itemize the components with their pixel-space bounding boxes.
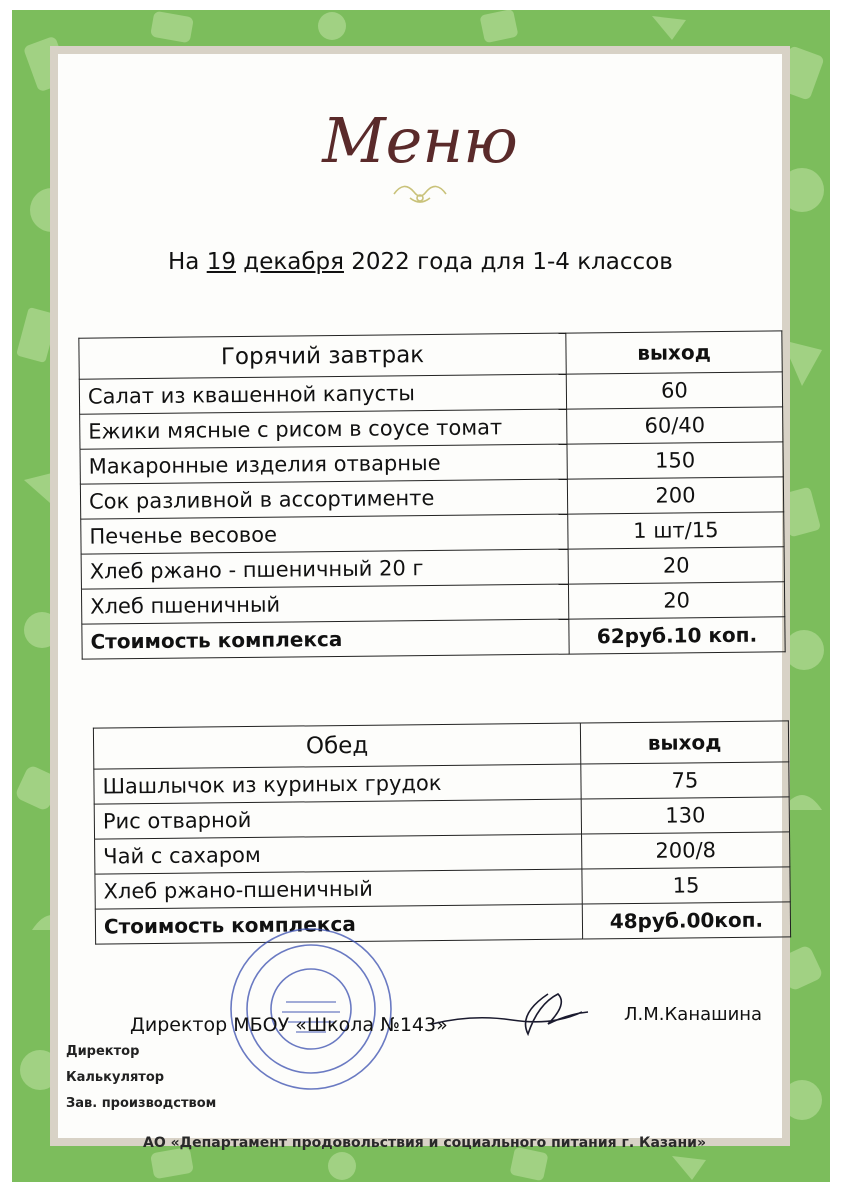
director-name: Л.М.Канашина	[624, 1004, 763, 1025]
lunch-table	[93, 720, 791, 944]
table-total-row	[82, 617, 785, 659]
dish-output: 60	[566, 372, 782, 409]
breakfast-table	[78, 330, 785, 659]
role-calculator: Калькулятор	[66, 1070, 165, 1085]
director-label: Директор МБОУ «Школа №143»	[130, 1014, 448, 1036]
menu-title: Меню	[322, 104, 518, 177]
dish-name: Рис отварной	[94, 799, 581, 839]
date-suffix: 2022 года для 1-4 классов	[343, 249, 673, 275]
date-prefix: На	[168, 249, 207, 275]
dish-output: 20	[568, 547, 784, 584]
dish-name: Чай с сахаром	[95, 834, 582, 874]
dish-name: Макаронные изделия отварные	[80, 444, 567, 484]
dish-name: Салат из квашенной капусты	[79, 374, 566, 414]
flourish-ornament-icon	[388, 176, 452, 206]
role-production-head: Зав. производством	[66, 1096, 217, 1111]
dish-name: Ежики мясные с рисом в соусе томат	[80, 409, 567, 449]
dish-output: 15	[582, 867, 790, 904]
dish-output: 150	[567, 442, 783, 479]
dish-output: 130	[581, 797, 789, 834]
table-total-row	[95, 902, 790, 944]
date-month: декабря	[243, 249, 344, 275]
dish-name: Хлеб пшеничный	[81, 584, 568, 624]
lunch-header-name: Обед	[93, 723, 580, 769]
school-stamp	[226, 924, 396, 1094]
dish-output: 60/40	[567, 407, 783, 444]
breakfast-header-name: Горячий завтрак	[79, 333, 566, 379]
dish-output: 1 шт/15	[568, 512, 784, 549]
lunch-total-label: Стоимость комплекса	[95, 904, 582, 944]
lunch-total-value: 48руб.00коп.	[582, 902, 790, 939]
breakfast-total-value: 62руб.10 коп.	[569, 617, 785, 654]
menu-paper	[58, 54, 782, 1138]
dish-name: Сок разливной в ассортименте	[80, 479, 567, 519]
dish-output: 200/8	[582, 832, 790, 869]
dish-name: Хлеб ржано - пшеничный 20 г	[81, 549, 568, 589]
dish-output: 20	[568, 582, 784, 619]
lunch-header-output: выход	[580, 721, 788, 764]
breakfast-header-output: выход	[566, 331, 782, 374]
menu-date-line	[168, 249, 728, 275]
dish-name: Печенье весовое	[81, 514, 568, 554]
role-director: Директор	[66, 1044, 140, 1059]
breakfast-total-label: Стоимость комплекса	[82, 619, 569, 659]
dish-name: Шашлычок из куриных грудок	[94, 764, 581, 804]
menu-card-border	[50, 46, 790, 1146]
director-signature	[428, 984, 618, 1044]
dish-name: Хлеб ржано-пшеничный	[95, 869, 582, 909]
table-header-row	[93, 721, 788, 769]
dish-output: 200	[567, 477, 783, 514]
footer-organization: АО «Департамент продовольствия и социального питания г. Казани»	[142, 1135, 707, 1151]
dish-output: 75	[581, 762, 789, 799]
green-frame	[12, 10, 830, 1182]
date-day: 19	[206, 249, 236, 275]
